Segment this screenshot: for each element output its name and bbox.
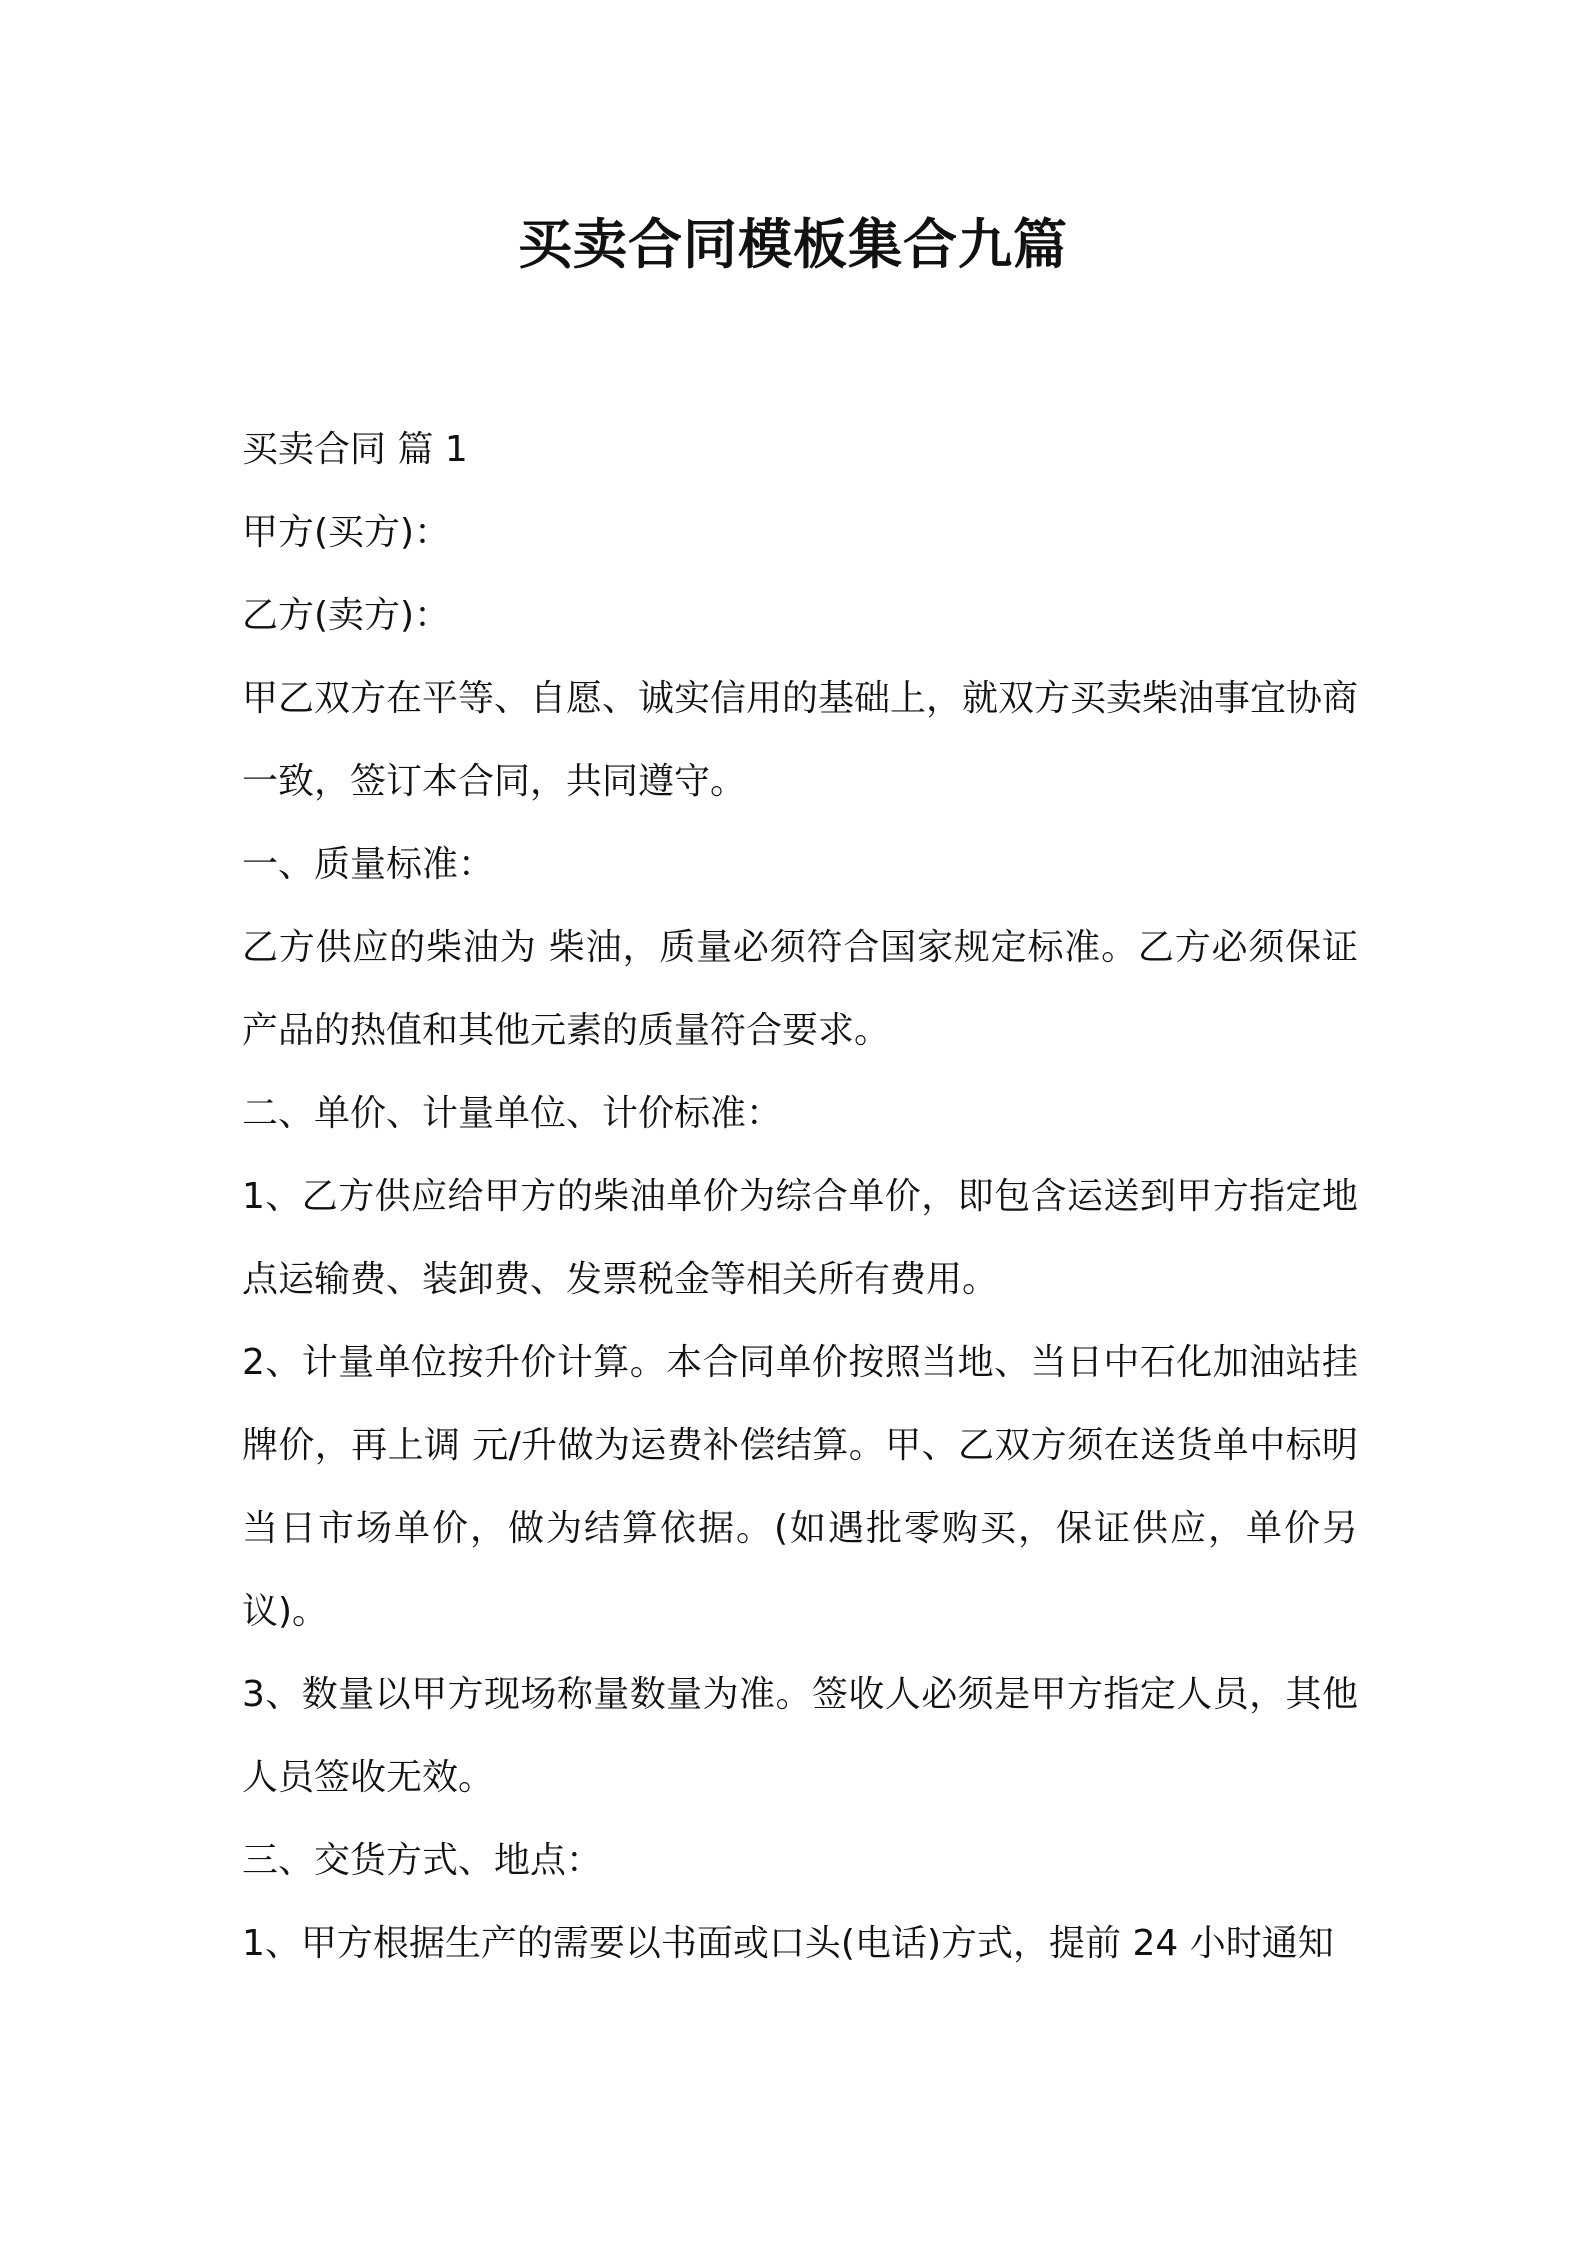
clause-heading-delivery: 三、交货方式、地点： xyxy=(242,1840,603,1881)
section-heading: 买卖合同 篇 1 xyxy=(242,429,468,470)
document-title: 买卖合同模板集合九篇 xyxy=(518,213,1068,276)
preamble-paragraph: 甲乙双方在平等、自愿、诚实信用的基础上，就双方买卖柴油事宜协商一致，签订本合同，共同遵守。 xyxy=(242,678,1359,802)
clause-paragraph: 1、乙方供应给甲方的柴油单价为综合单价，即包含运送到甲方指定地点运输费、装卸费、发票税金等相关所有费用。 xyxy=(242,1176,1358,1300)
clause-paragraph: 3、数量以甲方现场称量数量为准。签收人必须是甲方指定人员，其他人员签收无效。 xyxy=(242,1674,1358,1798)
document-body xyxy=(242,408,1358,1985)
clause-paragraph: 2、计量单位按升价计算。本合同单价按照当地、当日中石化加油站挂牌价，再上调 元/升做为运费补偿结算。甲、乙双方须在送货单中标明当日市场单价，做为结算依据。(如遇批零购买，保证供应，单价另议)。 xyxy=(242,1342,1358,1632)
clause-heading-quality: 一、质量标准： xyxy=(242,844,495,885)
clause-paragraph: 1、甲方根据生产的需要以书面或口头(电话)方式，提前 24 小时通知 xyxy=(242,1923,1334,1964)
clause-heading-price: 二、单价、计量单位、计价标准： xyxy=(242,1093,783,1134)
clause-paragraph: 乙方供应的柴油为 柴油，质量必须符合国家规定标准。乙方必须保证产品的热值和其他元素的质量符合要求。 xyxy=(242,927,1358,1051)
party-b-line: 乙方(卖方)： xyxy=(242,595,451,636)
party-a-line: 甲方(买方)： xyxy=(242,512,451,553)
